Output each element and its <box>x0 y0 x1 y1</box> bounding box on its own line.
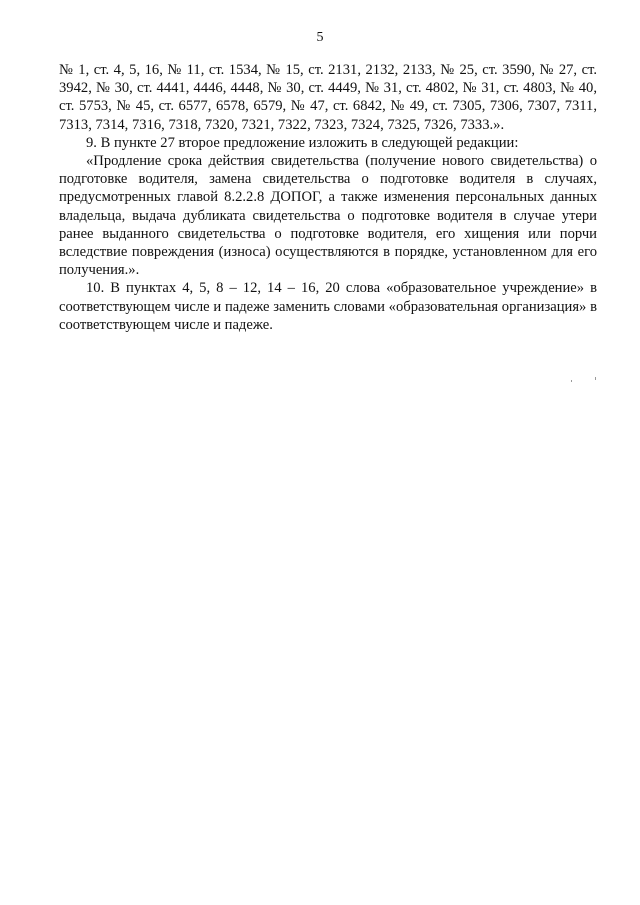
scan-speck <box>571 380 572 382</box>
item-10-paragraph: 10. В пунктах 4, 5, 8 – 12, 14 – 16, 20 слова «образовательное учреждение» в соответствующем числе и падеже заменить словами «образовательная организация» в соответствующем числе и падеже. <box>59 280 597 333</box>
page-number: 5 <box>316 30 324 45</box>
citations-paragraph: № 1, ст. 4, 5, 16, № 11, ст. 1534, № 15, ст. 2131, 2132, 2133, № 25, ст. 3590, № 27, ст. 3942, № 30, ст. 4441, 4446, 4448, № 30, ст. 4449, № 31, ст. 4802, № 31, ст. 4803, № 40, ст. 5753, № 45, ст. 6577, 6578, 6579, № 47, ст. 6842, № 49, ст. 7305, 7306, 7307, 7311, 7313, 7314, 7316, 7318, 7320, 7321, 7322, 7323, 7324, 7325, 7326, 7333.». <box>59 62 597 133</box>
item-9-quote-paragraph: «Продление срока действия свидетельства (получение нового свидетельства) о подготовке водителя, замена свидетельства о подготовке водителя в случаях, предусмотренных главой 8.2.2.8 ДОПОГ, а также изменения персональных данных владельца, выдача дубликата свидетельства о подготовке водителя в случае утери ранее выданного свидетельства о подготовке водителя, его хищения или порчи вследствие повреждения (износа) осуществляются в порядке, установленном для его получения.». <box>59 153 597 279</box>
document-body <box>59 61 597 334</box>
item-9-paragraph: 9. В пункте 27 второе предложение изложить в следующей редакции: <box>86 134 519 151</box>
scan-speck <box>595 377 596 380</box>
